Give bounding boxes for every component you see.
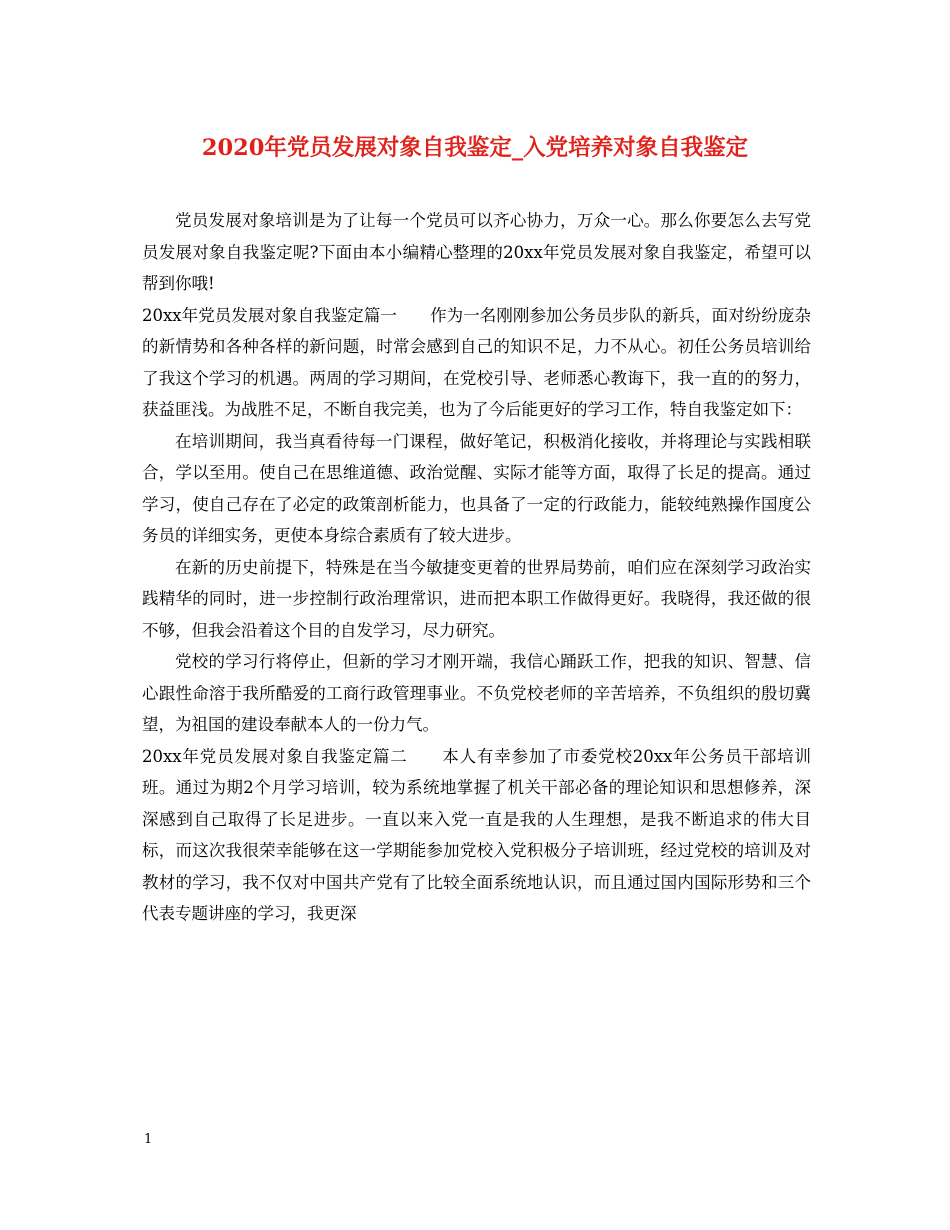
paragraph-historical-context: 在新的历史前提下，特殊是在当今敏捷变更着的世界局势前，咱们应在深刻学习政治实践精华的同时，进一步控制行政治理常识，进而把本职工作做得更好。我晓得，我还做的很不够，但我会沿着这个目的自发学习，尽力研究。 (142, 557, 811, 640)
paragraph-training-period: 在培训期间，我当真看待每一门课程，做好笔记，积极消化接收，并将理论与实践相联合，学以至用。使自己在思维道德、政治觉醒、实际才能等方面，取得了长足的提高。通过学习，使自己存在了必定的政策剖析能力，也具备了一定的行政能力，能较纯熟操作国度公务员的详细实务，更使本身综合素质有了较大进步。 (142, 431, 811, 545)
document-body (142, 205, 811, 930)
paragraph-section-two: 20xx年党员发展对象自我鉴定篇二 本人有幸参加了市委党校20xx年公务员干部培训班。通过为期2个月学习培训，较为系统地掌握了机关干部必备的理论知识和思想修养，深深感到自己取得了长足进步。一直以来入党一直是我的人生理想，是我不断追求的伟大目标，而这次我很荣幸能够在这一学期能参加党校入党积极分子培训班，经过党校的培训及对教材的学习，我不仅对中国共产党有了比较全面系统地认识，而且通过国内国际形势和三个代表专题讲座的学习，我更深 (142, 746, 811, 923)
page-number: 1 (144, 1132, 153, 1147)
document-title: 2020年党员发展对象自我鉴定_入党培养对象自我鉴定 (201, 135, 749, 161)
paragraph-intro: 党员发展对象培训是为了让每一个党员可以齐心协力，万众一心。那么你要怎么去写党员发展对象自我鉴定呢?下面由本小编精心整理的20xx年党员发展对象自我鉴定，希望可以帮到你哦! (142, 211, 811, 293)
paragraph-section-one: 20xx年党员发展对象自我鉴定篇一 作为一名刚刚参加公务员步队的新兵，面对纷纷庞杂的新情势和各种各样的新问题，时常会感到自己的知识不足，力不从心。初任公务员培训给了我这个学习的机遇。两周的学习期间，在党校引导、老师悉心教诲下，我一直的的努力，获益匪浅。为战胜不足，不断自我完美，也为了今后能更好的学习工作，特自我鉴定如下： (142, 305, 811, 419)
paragraph-conclusion: 党校的学习行将停止，但新的学习才刚开端，我信心踊跃工作，把我的知识、智慧、信心跟性命溶于我所酷爱的工商行政管理事业。不负党校老师的辛苦培养，不负组织的殷切冀望，为祖国的建设奉献本人的一份力气。 (142, 652, 811, 734)
